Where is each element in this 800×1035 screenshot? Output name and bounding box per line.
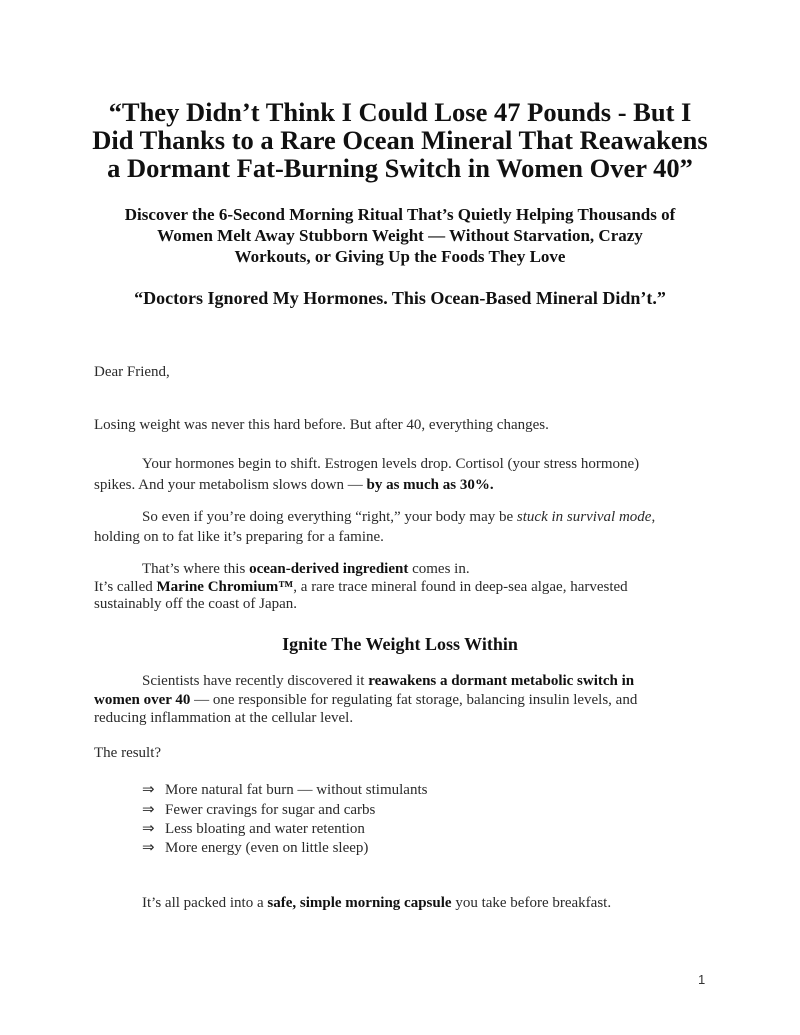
text-line: [94, 476, 494, 494]
subheadline-line: Discover the 6-Second Morning Ritual That’s Quietly Helping Thousands of: [124, 205, 676, 224]
headline-line: a Dormant Fat-Burning Switch in Women Over 40”: [107, 153, 693, 183]
text-line: Your hormones begin to shift. Estrogen levels drop. Cortisol (your stress hormone): [142, 456, 640, 472]
bold-text: ocean-derived ingredient: [249, 561, 409, 577]
text-line: [142, 672, 634, 690]
headline-line: Did Thanks to a Rare Ocean Mineral That Reawakens: [92, 125, 708, 155]
text: It’s called: [94, 579, 157, 595]
list-item-text: Less bloating and water retention: [165, 821, 365, 837]
text: Scientists have recently discovered it: [142, 673, 369, 689]
text: That’s where this: [142, 561, 250, 577]
arrow-icon: ⇒: [142, 782, 155, 798]
list-item: [142, 839, 368, 857]
bold-text: Marine Chromium™: [156, 579, 294, 595]
list-item: [142, 801, 375, 819]
bold-text: by as much as 30%.: [366, 477, 494, 493]
paragraph-intro: Losing weight was never this hard before. But after 40, everything changes.: [94, 417, 549, 433]
text-line: [142, 560, 470, 578]
text: It’s all packed into a: [142, 895, 268, 911]
arrow-icon: ⇒: [142, 821, 155, 837]
list-item: [142, 820, 365, 838]
text: So even if you’re doing everything “right,” your body may be: [142, 509, 517, 525]
text-line: [94, 578, 628, 596]
bold-text: women over 40: [94, 692, 191, 708]
pull-quote: “Doctors Ignored My Hormones. This Ocean-Based Mineral Didn’t.”: [134, 288, 666, 308]
list-item: [142, 781, 427, 799]
text: comes in.: [408, 561, 470, 577]
paragraph-capsule: [142, 894, 611, 912]
text: spikes. And your metabolism slows down —: [94, 477, 367, 493]
bold-text: reawakens a dormant metabolic switch in: [368, 673, 635, 689]
subheadline-line: Workouts, or Giving Up the Foods They Love: [234, 247, 566, 266]
arrow-icon: ⇒: [142, 802, 155, 818]
bold-text: safe, simple morning capsule: [267, 895, 452, 911]
list-item-text: Fewer cravings for sugar and carbs: [165, 802, 376, 818]
list-item-text: More natural fat burn — without stimulants: [165, 782, 428, 798]
page-number: 1: [698, 972, 706, 987]
text-line: [94, 691, 637, 709]
list-item-text: More energy (even on little sleep): [165, 840, 369, 856]
text: — one responsible for regulating fat storage, balancing insulin levels, and: [190, 692, 638, 708]
text-line: sustainably off the coast of Japan.: [94, 596, 298, 612]
text: , a rare trace mineral found in deep-sea algae, harvested: [293, 579, 628, 595]
italic-text: stuck in survival mode: [516, 509, 652, 525]
text: ,: [651, 509, 656, 525]
subheadline-line: Women Melt Away Stubborn Weight — Without Starvation, Crazy: [157, 226, 643, 245]
arrow-icon: ⇒: [142, 840, 155, 856]
text-line: [142, 508, 655, 526]
salutation: Dear Friend,: [94, 364, 170, 380]
result-label: The result?: [94, 745, 162, 761]
headline-line: “They Didn’t Think I Could Lose 47 Pounds - But I: [108, 97, 692, 127]
text-line: reducing inflammation at the cellular level.: [94, 710, 354, 726]
section-heading: Ignite The Weight Loss Within: [282, 634, 518, 654]
text-line: holding on to fat like it’s preparing for a famine.: [94, 529, 384, 545]
text: you take before breakfast.: [451, 895, 612, 911]
